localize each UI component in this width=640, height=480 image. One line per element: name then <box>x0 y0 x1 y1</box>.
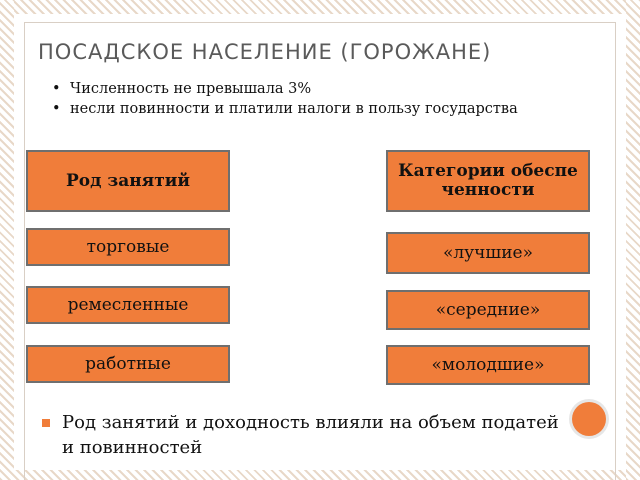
occupation-item-label: торговые <box>86 237 170 257</box>
wealth-category-young <box>386 345 590 385</box>
occupation-item-labor <box>26 345 230 383</box>
bullet-square-icon <box>42 419 50 427</box>
wealth-category-header-label: Категории обеспеченности <box>398 161 578 200</box>
wealth-category-best <box>386 232 590 274</box>
wealth-category-label: «середние» <box>435 300 541 320</box>
occupation-item-trade <box>26 228 230 266</box>
decorative-border-top <box>0 0 640 14</box>
wealth-category-label: «лучшие» <box>442 243 534 263</box>
orange-circle-icon <box>572 402 606 436</box>
occupation-item-craft <box>26 286 230 324</box>
intro-bullet-1: • Численность не превышала 3% <box>52 80 572 99</box>
wealth-category-label: «молодшие» <box>431 355 545 375</box>
decorative-border-left <box>0 0 14 480</box>
inner-line-top <box>24 22 616 23</box>
summary-bullet <box>42 410 562 460</box>
occupation-header-box <box>26 150 230 212</box>
inner-line-left <box>24 22 25 480</box>
occupation-item-label: ремесленные <box>67 295 189 315</box>
decorative-border-bottom <box>0 470 640 480</box>
intro-bullet-list <box>52 80 572 120</box>
inner-line-right <box>615 22 616 480</box>
wealth-category-header-box <box>386 150 590 212</box>
slide-title: ПОСАДСКОЕ НАСЕЛЕНИЕ (ГОРОЖАНЕ) <box>38 40 492 64</box>
decorative-border-right <box>626 0 640 480</box>
summary-bullet-text: Род занятий и доходность влияли на объем податей и повинностей <box>62 412 559 458</box>
occupation-item-label: работные <box>85 354 171 374</box>
occupation-header-label: Род занятий <box>66 170 190 191</box>
wealth-category-middle <box>386 290 590 330</box>
intro-bullet-2: • несли повинности и платили налоги в пользу государства <box>52 100 572 119</box>
